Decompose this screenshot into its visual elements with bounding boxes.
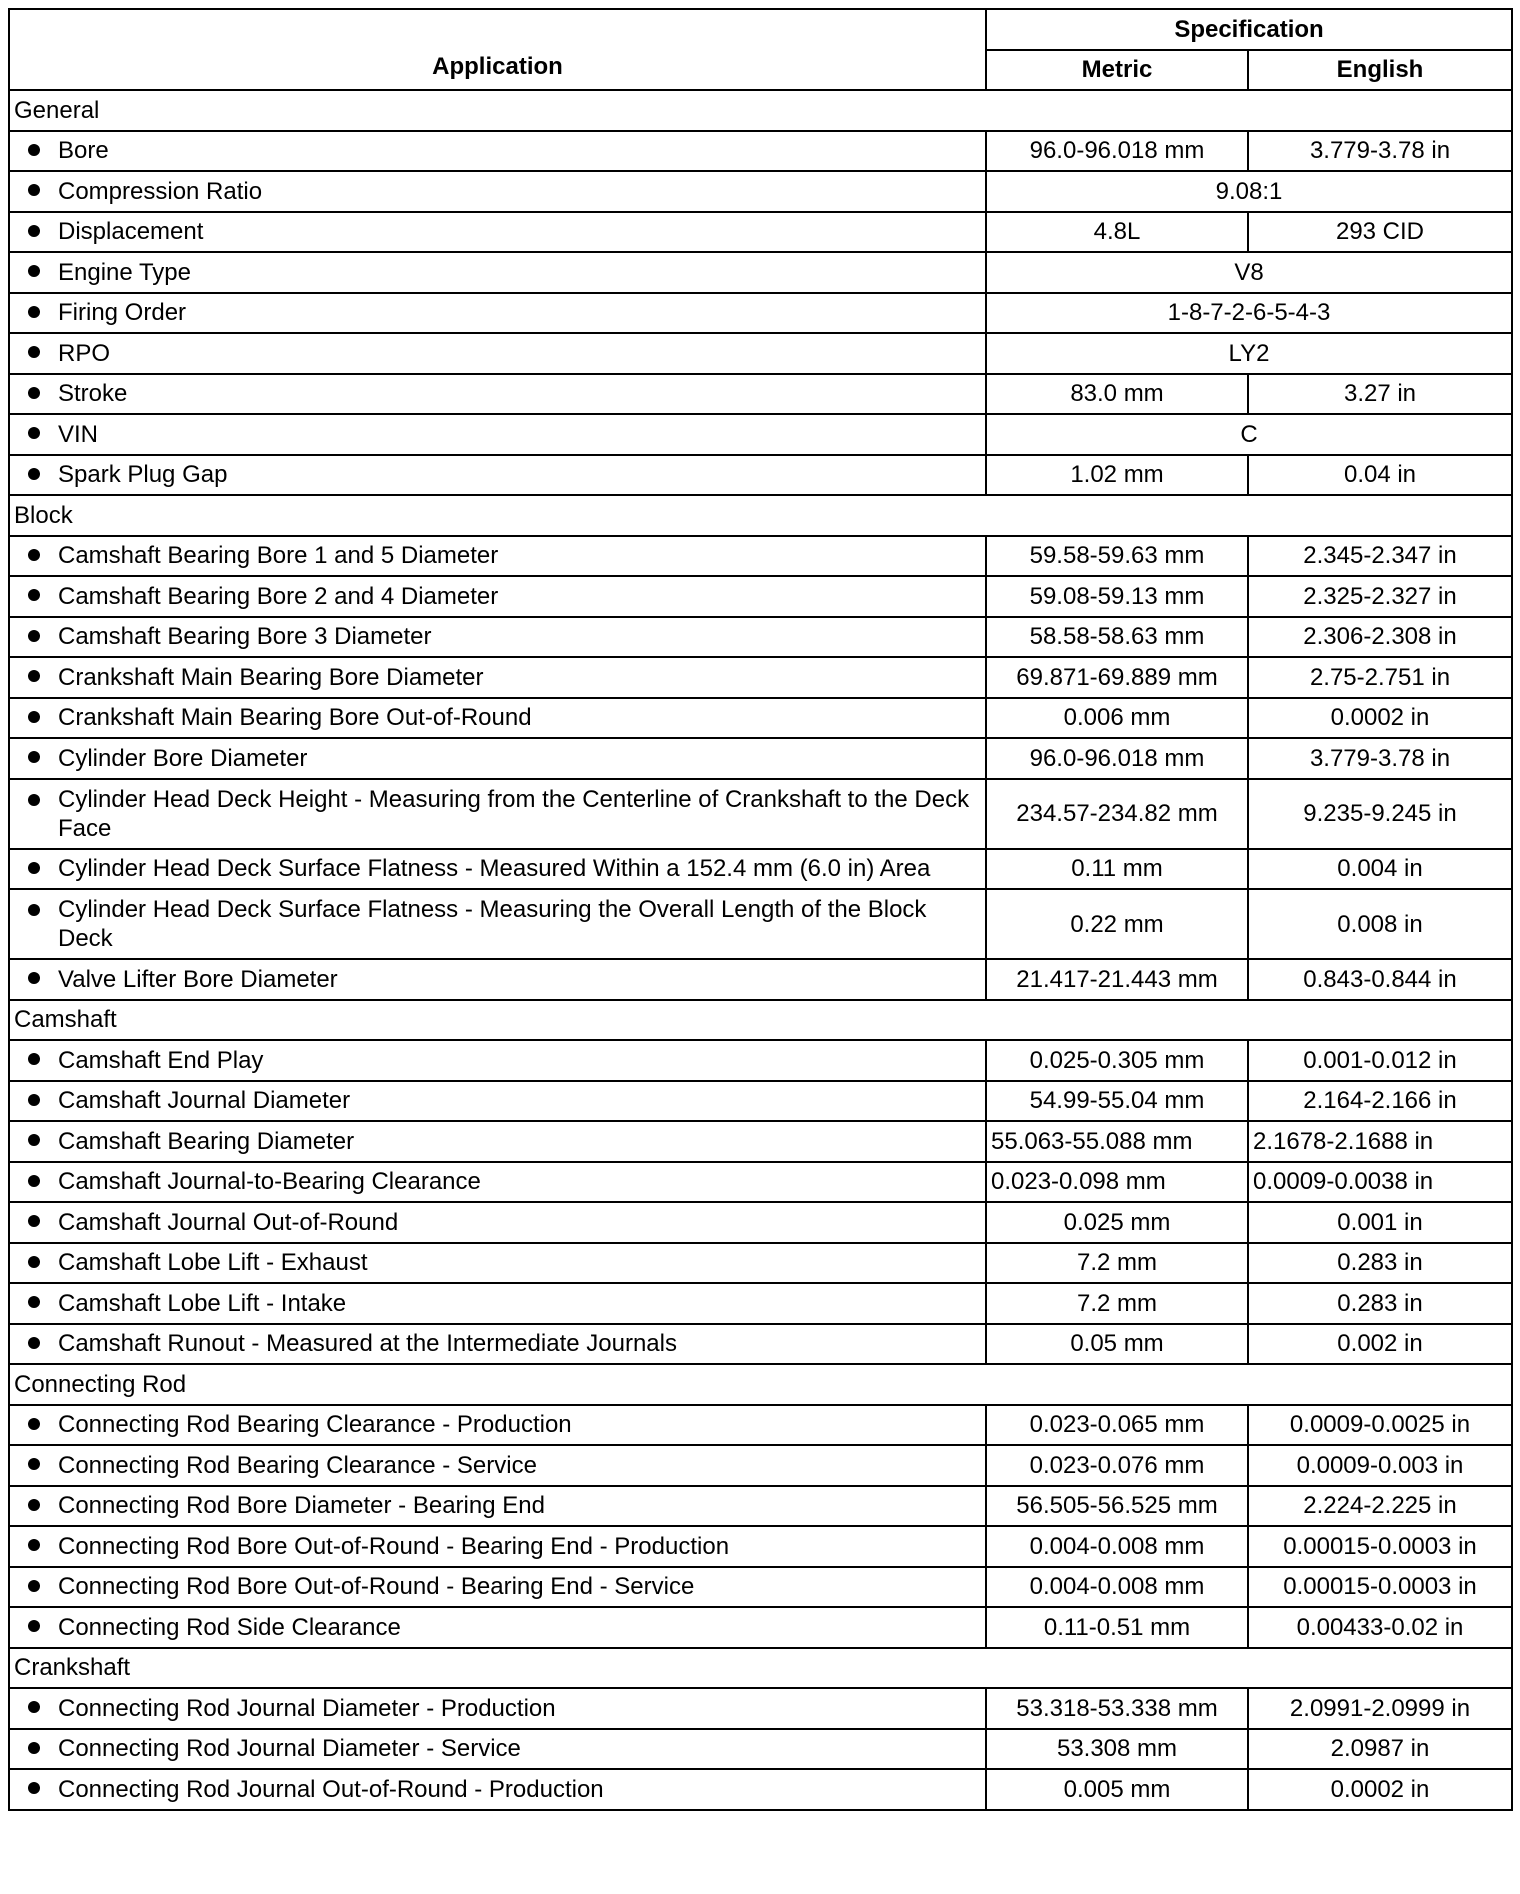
application-cell bbox=[9, 1081, 986, 1122]
metric-value-cell: 54.99-55.04 mm bbox=[986, 1081, 1248, 1122]
application-label: Engine Type bbox=[58, 258, 191, 286]
table-row bbox=[9, 1688, 1512, 1729]
english-value-cell: 0.001 in bbox=[1248, 1202, 1512, 1243]
header-row-top bbox=[9, 9, 1512, 50]
application-label: Camshaft Journal Diameter bbox=[58, 1087, 351, 1115]
bullet-icon bbox=[28, 972, 40, 984]
application-label: Compression Ratio bbox=[58, 177, 263, 205]
specification-table bbox=[8, 8, 1513, 1811]
metric-value-cell: 69.871-69.889 mm bbox=[986, 657, 1248, 698]
section-title: Camshaft bbox=[9, 1000, 1512, 1041]
english-value-cell: 3.779-3.78 in bbox=[1248, 738, 1512, 779]
english-value-cell: 2.0987 in bbox=[1248, 1729, 1512, 1770]
section-row bbox=[9, 1648, 1512, 1689]
english-value-cell: 0.283 in bbox=[1248, 1283, 1512, 1324]
table-row bbox=[9, 849, 1512, 890]
bullet-icon bbox=[28, 630, 40, 642]
application-cell bbox=[9, 1526, 986, 1567]
application-cell bbox=[9, 889, 986, 959]
bullet-icon bbox=[28, 904, 40, 916]
metric-value-cell: 0.05 mm bbox=[986, 1324, 1248, 1365]
english-value-cell: 0.00015-0.0003 in bbox=[1248, 1526, 1512, 1567]
bullet-icon bbox=[28, 1418, 40, 1430]
spec-value-cell: 1-8-7-2-6-5-4-3 bbox=[986, 293, 1512, 334]
metric-value-cell: 96.0-96.018 mm bbox=[986, 738, 1248, 779]
table-row bbox=[9, 1769, 1512, 1810]
application-cell bbox=[9, 1486, 986, 1527]
application-cell bbox=[9, 1162, 986, 1203]
bullet-icon bbox=[28, 184, 40, 196]
application-cell bbox=[9, 455, 986, 496]
application-cell bbox=[9, 1769, 986, 1810]
table-row bbox=[9, 374, 1512, 415]
application-label: Camshaft Bearing Diameter bbox=[58, 1127, 355, 1155]
bullet-icon bbox=[28, 427, 40, 439]
metric-value-cell: 53.318-53.338 mm bbox=[986, 1688, 1248, 1729]
metric-value-cell: 0.006 mm bbox=[986, 698, 1248, 739]
metric-value-cell: 7.2 mm bbox=[986, 1243, 1248, 1284]
table-row bbox=[9, 1486, 1512, 1527]
english-value-cell: 2.0991-2.0999 in bbox=[1248, 1688, 1512, 1729]
application-label: Connecting Rod Bore Out-of-Round - Bearing End - Production bbox=[58, 1532, 730, 1560]
application-cell bbox=[9, 1405, 986, 1446]
table-row bbox=[9, 293, 1512, 334]
metric-value-cell: 59.08-59.13 mm bbox=[986, 576, 1248, 617]
section-title: Crankshaft bbox=[9, 1648, 1512, 1689]
application-cell bbox=[9, 1688, 986, 1729]
table-row bbox=[9, 171, 1512, 212]
bullet-icon bbox=[28, 1742, 40, 1754]
metric-value-cell: 0.11 mm bbox=[986, 849, 1248, 890]
table-row bbox=[9, 738, 1512, 779]
application-label: VIN bbox=[58, 420, 99, 448]
bullet-icon bbox=[28, 711, 40, 723]
bullet-icon bbox=[28, 1337, 40, 1349]
table-row bbox=[9, 1445, 1512, 1486]
bullet-icon bbox=[28, 862, 40, 874]
table-row bbox=[9, 455, 1512, 496]
bullet-icon bbox=[28, 1256, 40, 1268]
metric-value-cell: 0.023-0.098 mm bbox=[986, 1162, 1248, 1203]
application-label: Bore bbox=[58, 137, 109, 165]
application-label: Camshaft Bearing Bore 2 and 4 Diameter bbox=[58, 582, 499, 610]
table-row bbox=[9, 1081, 1512, 1122]
bullet-icon bbox=[28, 387, 40, 399]
table-row bbox=[9, 536, 1512, 577]
application-cell bbox=[9, 1445, 986, 1486]
table-row bbox=[9, 1526, 1512, 1567]
application-label: Crankshaft Main Bearing Bore Diameter bbox=[58, 663, 484, 691]
english-value-cell: 2.306-2.308 in bbox=[1248, 617, 1512, 658]
english-value-cell: 0.0009-0.0038 in bbox=[1248, 1162, 1512, 1203]
application-label: Camshaft Journal Out-of-Round bbox=[58, 1208, 399, 1236]
table-row bbox=[9, 333, 1512, 374]
bullet-icon bbox=[28, 1620, 40, 1632]
section-row bbox=[9, 1000, 1512, 1041]
application-cell bbox=[9, 171, 986, 212]
application-cell bbox=[9, 414, 986, 455]
table-row bbox=[9, 414, 1512, 455]
application-cell bbox=[9, 1243, 986, 1284]
bullet-icon bbox=[28, 1782, 40, 1794]
metric-value-cell: 21.417-21.443 mm bbox=[986, 959, 1248, 1000]
application-cell bbox=[9, 779, 986, 849]
english-value-cell: 0.843-0.844 in bbox=[1248, 959, 1512, 1000]
bullet-icon bbox=[28, 751, 40, 763]
application-cell bbox=[9, 1283, 986, 1324]
metric-value-cell: 234.57-234.82 mm bbox=[986, 779, 1248, 849]
spec-value-cell: LY2 bbox=[986, 333, 1512, 374]
specification-header: Specification bbox=[986, 9, 1512, 50]
bullet-icon bbox=[28, 306, 40, 318]
table-row bbox=[9, 779, 1512, 849]
application-label: Camshaft Runout - Measured at the Intermediate Journals bbox=[58, 1330, 677, 1358]
specification-body bbox=[9, 90, 1512, 1810]
english-value-cell: 0.00433-0.02 in bbox=[1248, 1607, 1512, 1648]
english-value-cell: 3.779-3.78 in bbox=[1248, 131, 1512, 172]
application-label: Cylinder Head Deck Surface Flatness - Measured Within a 152.4 mm (6.0 in) Area bbox=[58, 855, 931, 883]
metric-value-cell: 55.063-55.088 mm bbox=[986, 1121, 1248, 1162]
table-row bbox=[9, 617, 1512, 658]
english-value-cell: 0.008 in bbox=[1248, 889, 1512, 959]
application-cell bbox=[9, 131, 986, 172]
metric-value-cell: 0.11-0.51 mm bbox=[986, 1607, 1248, 1648]
table-row bbox=[9, 959, 1512, 1000]
english-value-cell: 0.004 in bbox=[1248, 849, 1512, 890]
table-row bbox=[9, 1243, 1512, 1284]
metric-value-cell: 83.0 mm bbox=[986, 374, 1248, 415]
table-row bbox=[9, 1283, 1512, 1324]
application-label: Stroke bbox=[58, 380, 128, 408]
spec-value-cell: V8 bbox=[986, 252, 1512, 293]
application-cell bbox=[9, 1040, 986, 1081]
bullet-icon bbox=[28, 468, 40, 480]
metric-value-cell: 96.0-96.018 mm bbox=[986, 131, 1248, 172]
metric-value-cell: 7.2 mm bbox=[986, 1283, 1248, 1324]
application-cell bbox=[9, 252, 986, 293]
table-row bbox=[9, 1202, 1512, 1243]
application-label: Camshaft Lobe Lift - Exhaust bbox=[58, 1249, 368, 1277]
table-row bbox=[9, 1121, 1512, 1162]
application-cell bbox=[9, 1324, 986, 1365]
section-title: Connecting Rod bbox=[9, 1364, 1512, 1405]
application-label: RPO bbox=[58, 339, 111, 367]
spec-value-cell: 9.08:1 bbox=[986, 171, 1512, 212]
application-label: Cylinder Head Deck Height - Measuring from the Centerline of Crankshaft to the Deck Face bbox=[58, 785, 970, 842]
metric-value-cell: 0.023-0.076 mm bbox=[986, 1445, 1248, 1486]
application-label: Displacement bbox=[58, 218, 204, 246]
bullet-icon bbox=[28, 1539, 40, 1551]
section-row bbox=[9, 90, 1512, 131]
table-row bbox=[9, 1162, 1512, 1203]
application-label: Spark Plug Gap bbox=[58, 461, 228, 489]
application-cell bbox=[9, 849, 986, 890]
bullet-icon bbox=[28, 1458, 40, 1470]
application-cell bbox=[9, 374, 986, 415]
bullet-icon bbox=[28, 794, 40, 806]
english-value-cell: 0.0002 in bbox=[1248, 698, 1512, 739]
table-row bbox=[9, 657, 1512, 698]
bullet-icon bbox=[28, 1175, 40, 1187]
table-row bbox=[9, 1405, 1512, 1446]
metric-value-cell: 0.023-0.065 mm bbox=[986, 1405, 1248, 1446]
metric-value-cell: 0.004-0.008 mm bbox=[986, 1526, 1248, 1567]
metric-value-cell: 0.005 mm bbox=[986, 1769, 1248, 1810]
application-label: Camshaft Journal-to-Bearing Clearance bbox=[58, 1168, 481, 1196]
application-label: Cylinder Bore Diameter bbox=[58, 744, 308, 772]
english-value-cell: 0.001-0.012 in bbox=[1248, 1040, 1512, 1081]
bullet-icon bbox=[28, 1296, 40, 1308]
table-row bbox=[9, 1567, 1512, 1608]
bullet-icon bbox=[28, 670, 40, 682]
table-row bbox=[9, 212, 1512, 253]
application-label: Camshaft Bearing Bore 3 Diameter bbox=[58, 623, 432, 651]
bullet-icon bbox=[28, 1134, 40, 1146]
application-label: Connecting Rod Journal Diameter - Service bbox=[58, 1735, 521, 1763]
application-label: Connecting Rod Side Clearance bbox=[58, 1613, 401, 1641]
metric-value-cell: 59.58-59.63 mm bbox=[986, 536, 1248, 577]
table-row bbox=[9, 1607, 1512, 1648]
application-cell bbox=[9, 1567, 986, 1608]
table-row bbox=[9, 131, 1512, 172]
bullet-icon bbox=[28, 144, 40, 156]
table-row bbox=[9, 1040, 1512, 1081]
application-label: Connecting Rod Bore Diameter - Bearing End bbox=[58, 1492, 545, 1520]
english-value-cell: 2.75-2.751 in bbox=[1248, 657, 1512, 698]
english-value-cell: 0.0009-0.0025 in bbox=[1248, 1405, 1512, 1446]
table-row bbox=[9, 1729, 1512, 1770]
application-cell bbox=[9, 698, 986, 739]
section-row bbox=[9, 1364, 1512, 1405]
english-value-cell: 3.27 in bbox=[1248, 374, 1512, 415]
application-label: Firing Order bbox=[58, 299, 187, 327]
application-label: Camshaft Bearing Bore 1 and 5 Diameter bbox=[58, 542, 499, 570]
spec-value-cell: C bbox=[986, 414, 1512, 455]
application-cell bbox=[9, 536, 986, 577]
english-value-cell: 0.00015-0.0003 in bbox=[1248, 1567, 1512, 1608]
table-row bbox=[9, 698, 1512, 739]
english-value-cell: 2.164-2.166 in bbox=[1248, 1081, 1512, 1122]
application-label: Connecting Rod Bore Out-of-Round - Bearing End - Service bbox=[58, 1573, 695, 1601]
application-label: Connecting Rod Bearing Clearance - Service bbox=[58, 1451, 537, 1479]
application-cell bbox=[9, 1202, 986, 1243]
application-label: Cylinder Head Deck Surface Flatness - Measuring the Overall Length of the Block Deck bbox=[58, 896, 927, 952]
application-cell bbox=[9, 1607, 986, 1648]
english-value-cell: 2.224-2.225 in bbox=[1248, 1486, 1512, 1527]
metric-value-cell: 58.58-58.63 mm bbox=[986, 617, 1248, 658]
section-title: Block bbox=[9, 495, 1512, 536]
application-label: Camshaft End Play bbox=[58, 1046, 264, 1074]
metric-value-cell: 56.505-56.525 mm bbox=[986, 1486, 1248, 1527]
table-row bbox=[9, 1324, 1512, 1365]
bullet-icon bbox=[28, 1701, 40, 1713]
application-cell bbox=[9, 333, 986, 374]
table-row bbox=[9, 889, 1512, 959]
english-value-cell: 293 CID bbox=[1248, 212, 1512, 253]
application-cell bbox=[9, 576, 986, 617]
application-label: Valve Lifter Bore Diameter bbox=[58, 965, 338, 993]
metric-value-cell: 0.025-0.305 mm bbox=[986, 1040, 1248, 1081]
bullet-icon bbox=[28, 589, 40, 601]
metric-value-cell: 0.025 mm bbox=[986, 1202, 1248, 1243]
metric-value-cell: 53.308 mm bbox=[986, 1729, 1248, 1770]
application-cell bbox=[9, 212, 986, 253]
english-value-cell: 0.0002 in bbox=[1248, 1769, 1512, 1810]
section-row bbox=[9, 495, 1512, 536]
english-value-cell: 0.283 in bbox=[1248, 1243, 1512, 1284]
bullet-icon bbox=[28, 549, 40, 561]
application-cell bbox=[9, 293, 986, 334]
bullet-icon bbox=[28, 1094, 40, 1106]
english-value-cell: 2.345-2.347 in bbox=[1248, 536, 1512, 577]
english-value-cell: 2.1678-2.1688 in bbox=[1248, 1121, 1512, 1162]
bullet-icon bbox=[28, 1580, 40, 1592]
application-cell bbox=[9, 657, 986, 698]
metric-header: Metric bbox=[986, 50, 1248, 91]
application-label: Connecting Rod Journal Diameter - Production bbox=[58, 1694, 556, 1722]
table-row bbox=[9, 576, 1512, 617]
metric-value-cell: 0.004-0.008 mm bbox=[986, 1567, 1248, 1608]
application-cell bbox=[9, 738, 986, 779]
metric-value-cell: 1.02 mm bbox=[986, 455, 1248, 496]
english-value-cell: 2.325-2.327 in bbox=[1248, 576, 1512, 617]
application-cell bbox=[9, 1729, 986, 1770]
section-title: General bbox=[9, 90, 1512, 131]
bullet-icon bbox=[28, 265, 40, 277]
metric-value-cell: 0.22 mm bbox=[986, 889, 1248, 959]
application-header: Application bbox=[9, 9, 986, 90]
english-value-cell: 9.235-9.245 in bbox=[1248, 779, 1512, 849]
application-cell bbox=[9, 1121, 986, 1162]
table-row bbox=[9, 252, 1512, 293]
english-value-cell: 0.04 in bbox=[1248, 455, 1512, 496]
bullet-icon bbox=[28, 1215, 40, 1227]
bullet-icon bbox=[28, 225, 40, 237]
application-label: Connecting Rod Journal Out-of-Round - Production bbox=[58, 1775, 604, 1803]
english-header: English bbox=[1248, 50, 1512, 91]
bullet-icon bbox=[28, 1053, 40, 1065]
bullet-icon bbox=[28, 1499, 40, 1511]
application-cell bbox=[9, 617, 986, 658]
bullet-icon bbox=[28, 346, 40, 358]
application-label: Camshaft Lobe Lift - Intake bbox=[58, 1289, 347, 1317]
english-value-cell: 0.002 in bbox=[1248, 1324, 1512, 1365]
application-label: Crankshaft Main Bearing Bore Out-of-Round bbox=[58, 704, 532, 732]
application-cell bbox=[9, 959, 986, 1000]
metric-value-cell: 4.8L bbox=[986, 212, 1248, 253]
english-value-cell: 0.0009-0.003 in bbox=[1248, 1445, 1512, 1486]
application-label: Connecting Rod Bearing Clearance - Production bbox=[58, 1411, 572, 1439]
